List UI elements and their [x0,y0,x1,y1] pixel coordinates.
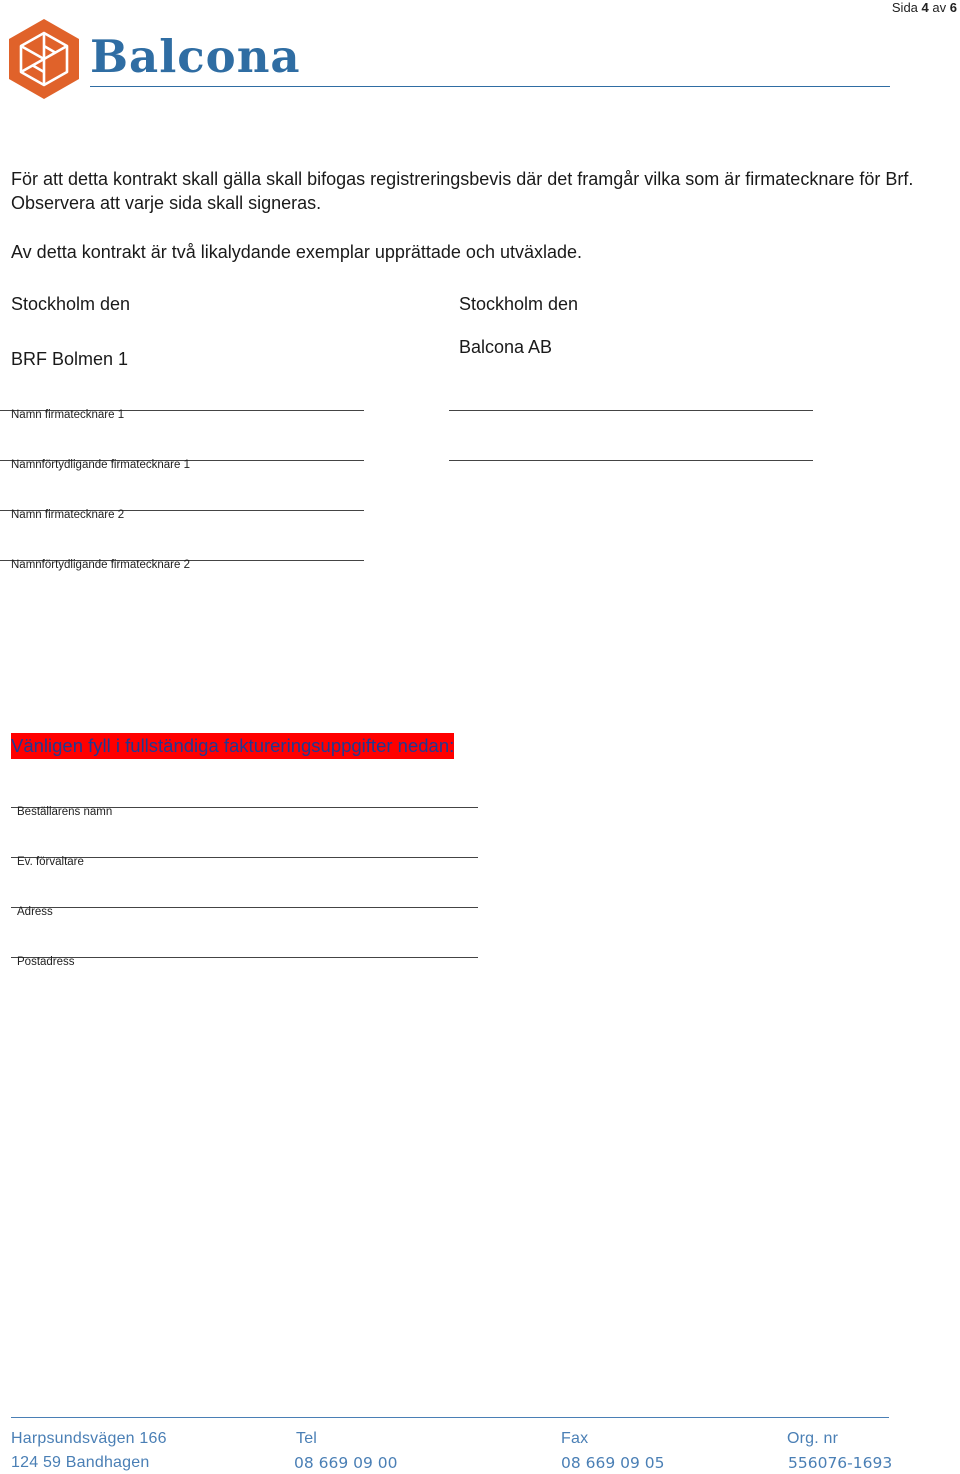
billing-heading: Vänligen fyll i fullständiga faktureringsuppgifter nedan: [11,733,454,759]
footer-tel-value: 08 669 09 00 [294,1454,398,1472]
page-number-current: 4 [921,0,929,15]
billing-line-4[interactable] [11,957,478,958]
billing-line-3[interactable] [11,907,478,908]
intro-line-2: Observera att varje sida skall signeras. [11,193,322,213]
footer-address-line-2: 124 59 Bandhagen [11,1454,150,1471]
right-party-name: Balcona AB [459,337,553,357]
field-caption: Namn firmatecknare 1 [11,409,125,421]
footer-fax-value: 08 669 09 05 [561,1454,665,1472]
field-caption: Namn firmatecknare 2 [11,509,125,521]
footer-divider [11,1417,889,1418]
page-number [892,0,957,15]
field-caption: Ev. förvaltare [17,856,84,868]
balcona-hexagon-icon [8,18,80,100]
intro-line-3: Av detta kontrakt är två likalydande exemplar upprättade och utväxlade. [11,242,583,262]
footer-fax-label: Fax [561,1430,589,1447]
brand-name: Balcona [90,30,301,83]
page-number-total: 6 [949,0,957,15]
right-place-date: Stockholm den [459,294,579,314]
field-caption: Namnförtydligande firmatecknare 1 [11,459,190,471]
field-caption: Beställarens namn [17,806,113,818]
footer-org-value: 556076-1693 [788,1454,893,1472]
signature-line-right-2[interactable] [449,460,813,461]
field-caption: Adress [17,906,53,918]
page-number-prefix: Sida [891,0,918,15]
footer-org-label: Org. nr [787,1430,839,1447]
intro-line-1: För att detta kontrakt skall gälla skall bifogas registreringsbevis där det framgår vilka som är firmatecknare för Brf. [11,169,914,189]
field-caption: Postadress [17,956,75,968]
page-number-middle: av [932,0,947,15]
field-caption: Namnförtydligande firmatecknare 2 [11,559,190,571]
left-place-date: Stockholm den [11,294,131,314]
signature-line-right-1[interactable] [449,410,813,411]
header-divider [90,86,890,87]
footer-tel-label: Tel [296,1430,318,1447]
footer-address-line-1: Harpsundsvägen 166 [11,1430,167,1447]
left-party-name: BRF Bolmen 1 [11,349,129,369]
